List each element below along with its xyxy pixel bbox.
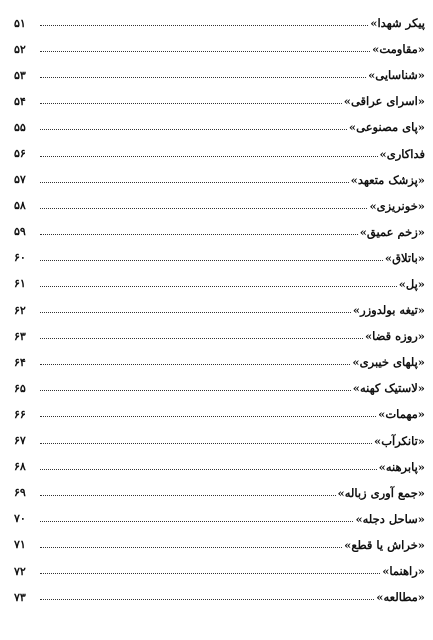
dot-leader [40, 286, 397, 287]
page-number: ۶۸ [14, 460, 26, 474]
toc-entry [14, 323, 425, 349]
entry-title: «باتلاق» [384, 250, 425, 265]
toc-entry [14, 114, 425, 140]
toc-entry [14, 193, 425, 219]
toc-entry [14, 62, 425, 88]
page-number: ۵۳ [14, 68, 26, 82]
entry-title: فداکاری» [379, 146, 425, 161]
entry-title: «ساحل دجله» [355, 511, 425, 526]
entry-title: «خراش یا قطع» [344, 537, 425, 552]
dot-leader [40, 338, 363, 339]
dot-leader [40, 234, 358, 235]
entry-title: «پای مصنوعی» [348, 120, 425, 135]
page-number: ۵۷ [14, 173, 26, 187]
toc-entry [14, 219, 425, 245]
toc-entry [14, 558, 425, 584]
toc-entry [14, 401, 425, 427]
page-number: ۵۹ [14, 225, 26, 239]
page-number: ۶۳ [14, 329, 26, 343]
toc-entry [14, 10, 425, 36]
dot-leader [40, 521, 353, 522]
page-number: ۷۱ [14, 538, 26, 552]
entry-title: «روزه قضا» [364, 329, 425, 344]
dot-leader [40, 416, 376, 417]
toc-entry [14, 245, 425, 271]
page-number: ۶۲ [14, 303, 26, 317]
page-number: ۵۶ [14, 147, 26, 161]
page-number: ۶۹ [14, 486, 26, 500]
toc-entry [14, 140, 425, 166]
entry-title: «خونریزی» [369, 198, 425, 213]
page-number: ۷۰ [14, 512, 26, 526]
entry-title: «مطالعه» [376, 590, 425, 605]
dot-leader [40, 103, 342, 104]
page-number: ۶۰ [14, 251, 26, 265]
entry-title: «پابرهنه» [378, 459, 425, 474]
toc-entry [14, 454, 425, 480]
entry-title: «لاستیک کهنه» [352, 381, 425, 396]
page-number: ۷۲ [14, 564, 26, 578]
dot-leader [40, 77, 366, 78]
page-number: ۶۴ [14, 355, 26, 369]
toc-entry [14, 375, 425, 401]
toc-entry [14, 532, 425, 558]
dot-leader [40, 547, 342, 548]
page-number: ۵۴ [14, 94, 26, 108]
dot-leader [40, 312, 351, 313]
page-number: ۶۶ [14, 407, 26, 421]
entry-title: «اسرای عراقی» [343, 94, 425, 109]
entry-title: «مقاومت» [372, 42, 425, 57]
page-number: ۵۵ [14, 120, 26, 134]
dot-leader [40, 182, 349, 183]
entry-title: پیکر شهدا» [370, 16, 425, 31]
toc-entry [14, 297, 425, 323]
toc-entry [14, 349, 425, 375]
entry-title: «پلهای خیبری» [352, 355, 425, 370]
entry-title: «تیغه بولدوزر» [352, 303, 425, 318]
entry-title: «مهمات» [378, 407, 425, 422]
dot-leader [40, 364, 350, 365]
entry-title: «زخم عمیق» [359, 224, 425, 239]
page-number: ۶۷ [14, 434, 26, 448]
toc-entry [14, 167, 425, 193]
entry-title: «پزشک متعهد» [350, 172, 425, 187]
toc-entry [14, 271, 425, 297]
table-of-contents [14, 10, 425, 610]
dot-leader [40, 573, 380, 574]
page-number: ۶۱ [14, 277, 26, 291]
dot-leader [40, 443, 372, 444]
page-number: ۵۲ [14, 42, 26, 56]
dot-leader [40, 51, 370, 52]
toc-entry [14, 88, 425, 114]
dot-leader [40, 208, 367, 209]
toc-entry [14, 480, 425, 506]
entry-title: «تانکرآب» [374, 433, 425, 448]
page-number: ۵۸ [14, 199, 26, 213]
entry-title: «جمع آوری زباله» [337, 485, 425, 500]
toc-entry [14, 36, 425, 62]
dot-leader [40, 599, 374, 600]
toc-entry [14, 584, 425, 610]
entry-title: «شناسایی» [368, 68, 425, 83]
dot-leader [40, 156, 378, 157]
dot-leader [40, 25, 368, 26]
page-number: ۵۱ [14, 16, 26, 30]
dot-leader [40, 469, 377, 470]
dot-leader [40, 260, 383, 261]
page-number: ۷۳ [14, 590, 26, 604]
dot-leader [40, 390, 351, 391]
dot-leader [40, 495, 336, 496]
toc-entry [14, 428, 425, 454]
page-number: ۶۵ [14, 381, 26, 395]
entry-title: «پل» [398, 276, 425, 291]
toc-entry [14, 506, 425, 532]
dot-leader [40, 129, 347, 130]
entry-title: «راهنما» [382, 564, 425, 579]
